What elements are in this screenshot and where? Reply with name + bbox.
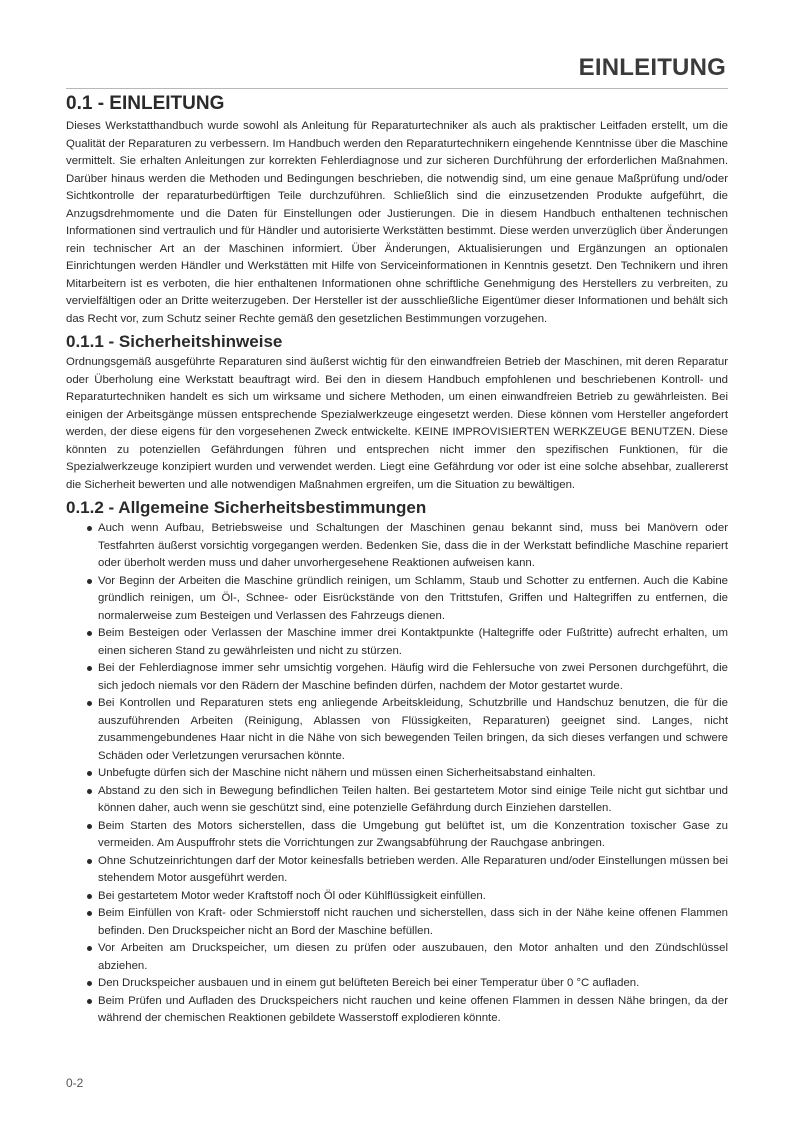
list-item: Abstand zu den sich in Bewegung befindlichen Teilen halten. Bei gestartetem Motor sind einige Teile nicht gut sichtbar und können daher, auch wenn sie geschützt sind, eine potenzielle Gefährdung durch Einziehen darstellen. [87,783,728,818]
list-item: Vor Beginn der Arbeiten die Maschine gründlich reinigen, um Schlamm, Staub und Schotter zu entfernen. Auch die Kabine gründlich reinigen, um Öl-, Schnee- oder Eisrückstände von den Trittstufen, Griffen und Haltegriffen zu entfernen, die normalerweise zum Besteigen und Verlassen des Fahrzeugs dienen. [87,573,728,626]
header-divider [66,88,728,89]
list-item: Den Druckspeicher ausbauen und in einem gut belüfteten Bereich bei einer Temperatur über 0 °C aufladen. [87,975,728,993]
list-item: Auch wenn Aufbau, Betriebsweise und Schaltungen der Maschinen genau bekannt sind, muss bei Manövern oder Testfahrten äußerst vorsichtig vorgegangen werden. Bedenken Sie, dass die in der Werkstatt befindliche Maschine repariert oder überholt werden muss und daher unvorhergesehene Reaktionen aufweisen kann. [87,520,728,573]
list-item: Bei Kontrollen und Reparaturen stets eng anliegende Arbeitskleidung, Schutzbrille und Handschuz benutzen, die für die auszuführenden Arbeiten (Reinigung, Ablassen von Flüssigkeiten, Reparaturen) geeignet sind. Langes, nicht zusammengebundenes Haar nicht in die Nähe von sich bewegenden Teilen bringen, da sich dieses verfangen und schwere Schäden oder Verletzungen verursachen könnte. [87,695,728,765]
list-item: Unbefugte dürfen sich der Maschine nicht nähern und müssen einen Sicherheitsabstand einhalten. [87,765,728,783]
section-text-0-1: Dieses Werkstatthandbuch wurde sowohl als Anleitung für Reparaturtechniker als auch als praktischer Leitfaden erstellt, um die Qualität der Reparaturen zu verbessern. Im Handbuch werden den Reparaturtechnikern eingehende Kenntnisse über die Maschine vermittelt. Sie erhalten Anleitungen zur korrekten Fehlerdiagnose und zur sicheren Durchführung der erforderlichen Maßnahmen. Darüber hinaus werden die Methoden und Bedingungen beschrieben, die notwendig sind, um eine genaue Maßprüfung und/oder Sichtkontrolle der reparaturbedürftigen Teile durchzuführen. Schließlich sind die einzusetzenden Produkte aufgeführt, die Anzugsdrehmomente und die Daten für Einstellungen oder Justierungen. Die in diesem Handbuch enthaltenen technischen Informationen sind vertraulich und für Händler und autorisierte Werkstätten bestimmt. Diese werden unverzüglich über Änderungen rein technischer Art an der Maschinen informiert. Über Änderungen, Aktualisierungen und Ergänzungen an optionalen Einrichtungen werden Händler und Werkstätten mit Hilfe von Serviceinformationen in Kenntnis gesetzt. Den Technikern und ihren Mitarbeitern ist es verboten, die hier enthaltenen Informationen ohne schriftliche Genehmigung des Herstellers zu verbreiten, zu vervielfältigen oder an Dritte weiterzugeben. Der Hersteller ist der ausschließliche Eigentümer dieser Informationen und behält sich das Recht vor, zum Schutz seiner Rechte gemäß den gesetzlichen Bestimmungen vorzugehen. [66,120,728,325]
list-item: Ohne Schutzeinrichtungen darf der Motor keinesfalls betrieben werden. Alle Reparaturen und/oder Einstellungen müssen bei stehendem Motor ausgeführt werden. [87,853,728,888]
list-item: Vor Arbeiten am Druckspeicher, um diesen zu prüfen oder auszubauen, den Motor anhalten und den Zündschlüssel abziehen. [87,940,728,975]
page-content [66,93,728,1028]
list-item: Beim Prüfen und Aufladen des Druckspeichers nicht rauchen und keine offenen Flammen in dessen Nähe bringen, da der während der chemischen Reaktionen gebildete Wasserstoff explodieren könnte. [87,993,728,1028]
safety-rules-list [66,520,728,1028]
list-item: Beim Starten des Motors sicherstellen, dass die Umgebung gut belüftet ist, um die Konzentration toxischer Gase zu vermeiden. Am Auspuffrohr stets die Vorrichtungen zur Zwangsabführung der Rauchgase anbringen. [87,818,728,853]
page-number: 0-2 [66,1076,84,1090]
list-item: Beim Besteigen oder Verlassen der Maschine immer drei Kontaktpunkte (Haltegriffe oder Fußtritte) aufrecht erhalten, um einen sicheren Stand zu gewährleisten und nicht zu stürzen. [87,625,728,660]
section-heading-0-1-1: 0.1.1 - Sicherheitshinweise [66,332,283,351]
page-header-title: EINLEITUNG [578,54,726,81]
section-heading-0-1: 0.1 - EINLEITUNG [66,93,225,114]
section-text-0-1-1: Ordnungsgemäß ausgeführte Reparaturen sind äußerst wichtig für den einwandfreien Betrieb der Maschinen, mit deren Reparatur oder Überholung eine Werkstatt beauftragt wird. Bei den in diesem Handbuch empfohlenen und beschriebenen Kontroll- und Reparaturtechniken handelt es sich um wirksame und sichere Methoden, um einen einwandfreien Betrieb zu gewährleisten. Bei einigen der Arbeitsgänge müssen entsprechende Spezialwerkzeuge eingesetzt werden. Diese können vom Hersteller angefordert werden, der diese eigens für den vorgesehenen Zweck entwickelte. KEINE IMPROVISIERTEN WERKZEUGE BENUTZEN. Diese könnten zu potenziellen Gefährdungen führen und entsprechen nicht immer den spezifischen Funktionen, für die Spezialwerkzeuge konzipiert wurden und verwendet werden. Liegt eine Gefährdung vor oder ist eine solche absehbar, zuallererst die Sicherheit bewerten und alle notwendigen Maßnahmen ergreifen, um die Situation zu bewältigen. [66,356,728,491]
list-item: Bei gestartetem Motor weder Kraftstoff noch Öl oder Kühlflüssigkeit einfüllen. [87,888,728,906]
section-heading-0-1-2: 0.1.2 - Allgemeine Sicherheitsbestimmungen [66,498,427,517]
list-item: Bei der Fehlerdiagnose immer sehr umsichtig vorgehen. Häufig wird die Fehlersuche von zwei Personen durchgeführt, die sich jedoch niemals vor den Rädern der Maschine befinden dürfen, nachdem der Motor gestartet wurde. [87,660,728,695]
list-item: Beim Einfüllen von Kraft- oder Schmierstoff nicht rauchen und sicherstellen, dass sich in der Nähe keine offenen Flammen befinden. Den Druckspeicher nicht an Bord der Maschine befüllen. [87,905,728,940]
